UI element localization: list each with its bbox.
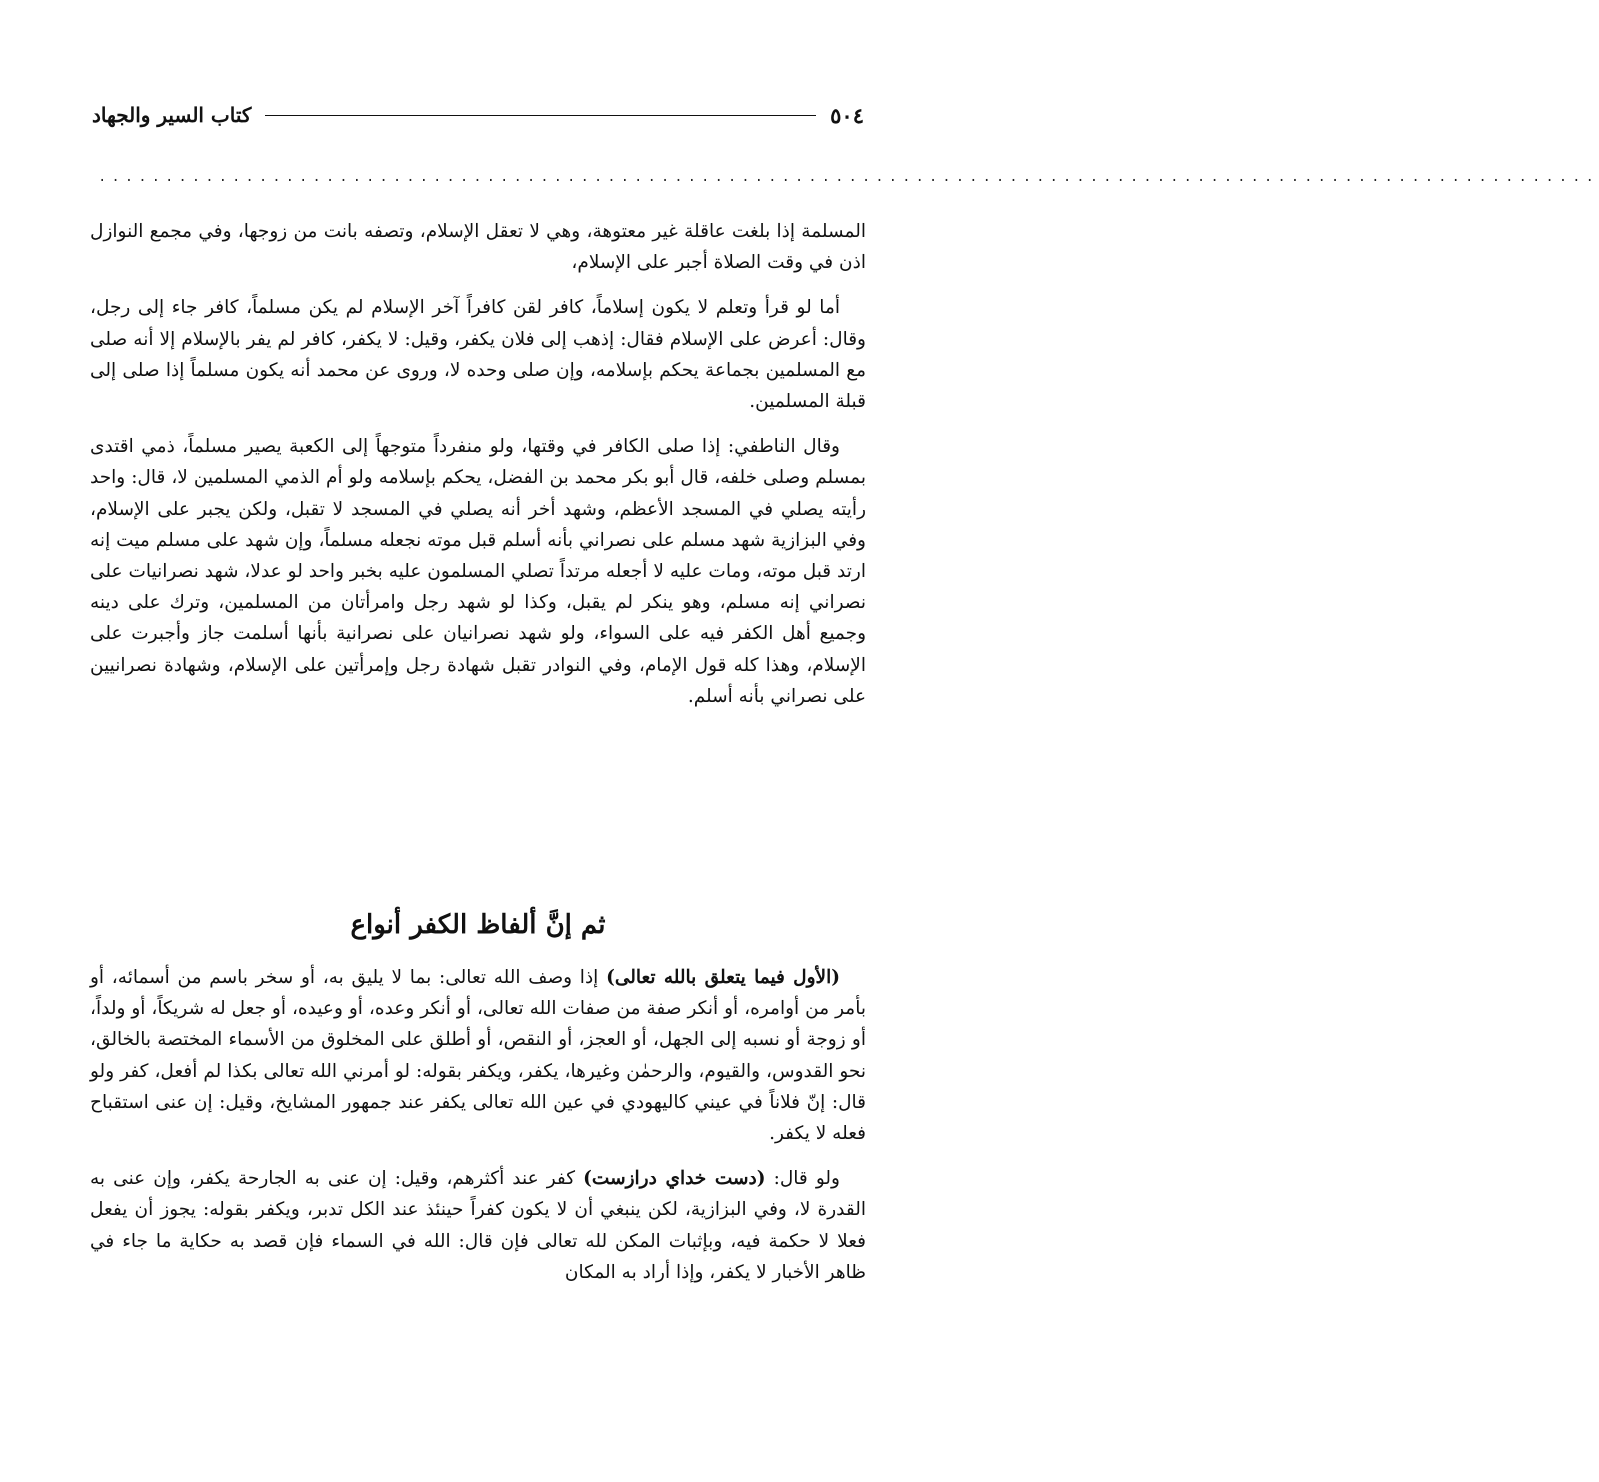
bold-persian-term: (دست خداي درازست) bbox=[583, 1168, 766, 1190]
bold-lead-term: (الأول فيما يتعلق بالله تعالى) bbox=[606, 967, 840, 988]
page-header bbox=[92, 98, 864, 132]
body-text-bottom bbox=[90, 962, 866, 1302]
paragraph-section-1-text: إذا وصف الله تعالى: بما لا يليق به، أو سخر باسم من أسمائه، أو بأمر من أوامره، أو أنكر صفة من صفات الله تعالى، أو أنكر وعده، أو وعيده، أو جعل له شريكاً، أو ولداً، أو زوجة أو نسبه إلى الجهل، أو العجز، أو النقص، أو أطلق على المخلوق من الأسماء المختصة بالخالق، نحو القدوس، والقيوم، والرحمٰن وغيرها، يكفر، ويكفر بقوله: لو أمرني الله تعالى بكذا لم أفعل، كفر ولو قال: إنّ فلاناً في عيني كاليهودي في عين الله تعالى يكفر عند جمهور المشايخ، وقيل: إن عنى استقباح فعله لا يكفر. bbox=[90, 967, 866, 1145]
paragraph-3: وقال الناطفي: إذا صلى الكافر في وقتها، ولو منفرداً متوجهاً إلى الكعبة يصير مسلماً، ذمي اقتدى بمسلم وصلى خلفه، قال أبو بكر محمد بن الفضل، يحكم بإسلامه ولو أم الذمي المسلمين لا، قال: واحد رأيته يصلي في المسجد الأعظم، وشهد أخر أنه يصلي في المسجد لا تقبل، ولكن يجبر على الإسلام، وفي البزازية شهد مسلم على نصراني بأنه أسلم قبل موته نجعله مسلماً، وإن شهد على مسلم ميت إنه ارتد قبل موته، ومات عليه لا أجعله مرتداً تصلي المسلمون عليه بخبر واحد لو عدلا، شهد نصرانيات على نصراني إنه مسلم، وهو ينكر لم يقبل، وكذا لو شهد رجل وامرأتان من المسلمين، وترك على دينه وجميع أهل الكفر فيه على السواء، ولو شهد نصرانيان على نصرانية بأنها أسلمت جاز وأجبرت على الإسلام، وهذا كله قول الإمام، وفي النوادر تقبل شهادة رجل وإمرأتين على الإسلام، وشهادة نصرانيين على نصراني بأنه أسلم. bbox=[90, 436, 866, 707]
header-rule bbox=[265, 115, 816, 116]
paragraph-section-1 bbox=[90, 962, 866, 1149]
paragraph-section-2 bbox=[90, 1163, 866, 1288]
paragraph-1: المسلمة إذا بلغت عاقلة غير معتوهة، وهي لا تعقل الإسلام، وتصفه بانت من زوجها، وفي مجمع النوازل اذن في وقت الصلاة أجبر على الإسلام، bbox=[90, 221, 866, 274]
page-number: ٥٠٤ bbox=[830, 102, 864, 128]
section-heading: ثم إنَّ ألفاظ الكفر أنواع bbox=[350, 910, 606, 940]
paragraph-section-2-lead: ولو قال: bbox=[773, 1168, 840, 1190]
paragraph-2: أما لو قرأ وتعلم لا يكون إسلاماً، كافر لقن كافراً آخر الإسلام لم يكن مسلماً، كافر جاء إلى رجل، وقال: أعرض على الإسلام فقال: إذهب إلى فلان يكفر، وقيل: لا يكفر، كافر لم يفر بالإسلام إلا أنه صلى مع المسلمين بجماعة يحكم بإسلامه، وإن صلى وحده لا، وروى عن محمد أنه يكون مسلماً إذا صلى إلى قبلة المسلمين. bbox=[90, 297, 866, 413]
body-text-top bbox=[90, 216, 866, 726]
paragraph-section-2-text: كفر عند أكثرهم، وقيل: إن عنى به الجارحة يكفر، وإن عنى به القدرة لا، وفي البزازية، لكن ينبغي أن لا يكون كفراً حينئذ عند الكل تدبر، ويكفر بقوله: يجوز أن يفعل فعلا لا حكمة فيه، وبإثبات المكن لله تعالى فإن قال: الله في السماء فإن قصد به حكاية ما جاء في ظاهر الأخبار لا يكفر، وإذا أراد به المكان bbox=[90, 1168, 866, 1283]
dotted-separator: ................................................................................................................ bbox=[98, 170, 1599, 186]
running-title: كتاب السير والجهاد bbox=[92, 103, 252, 127]
